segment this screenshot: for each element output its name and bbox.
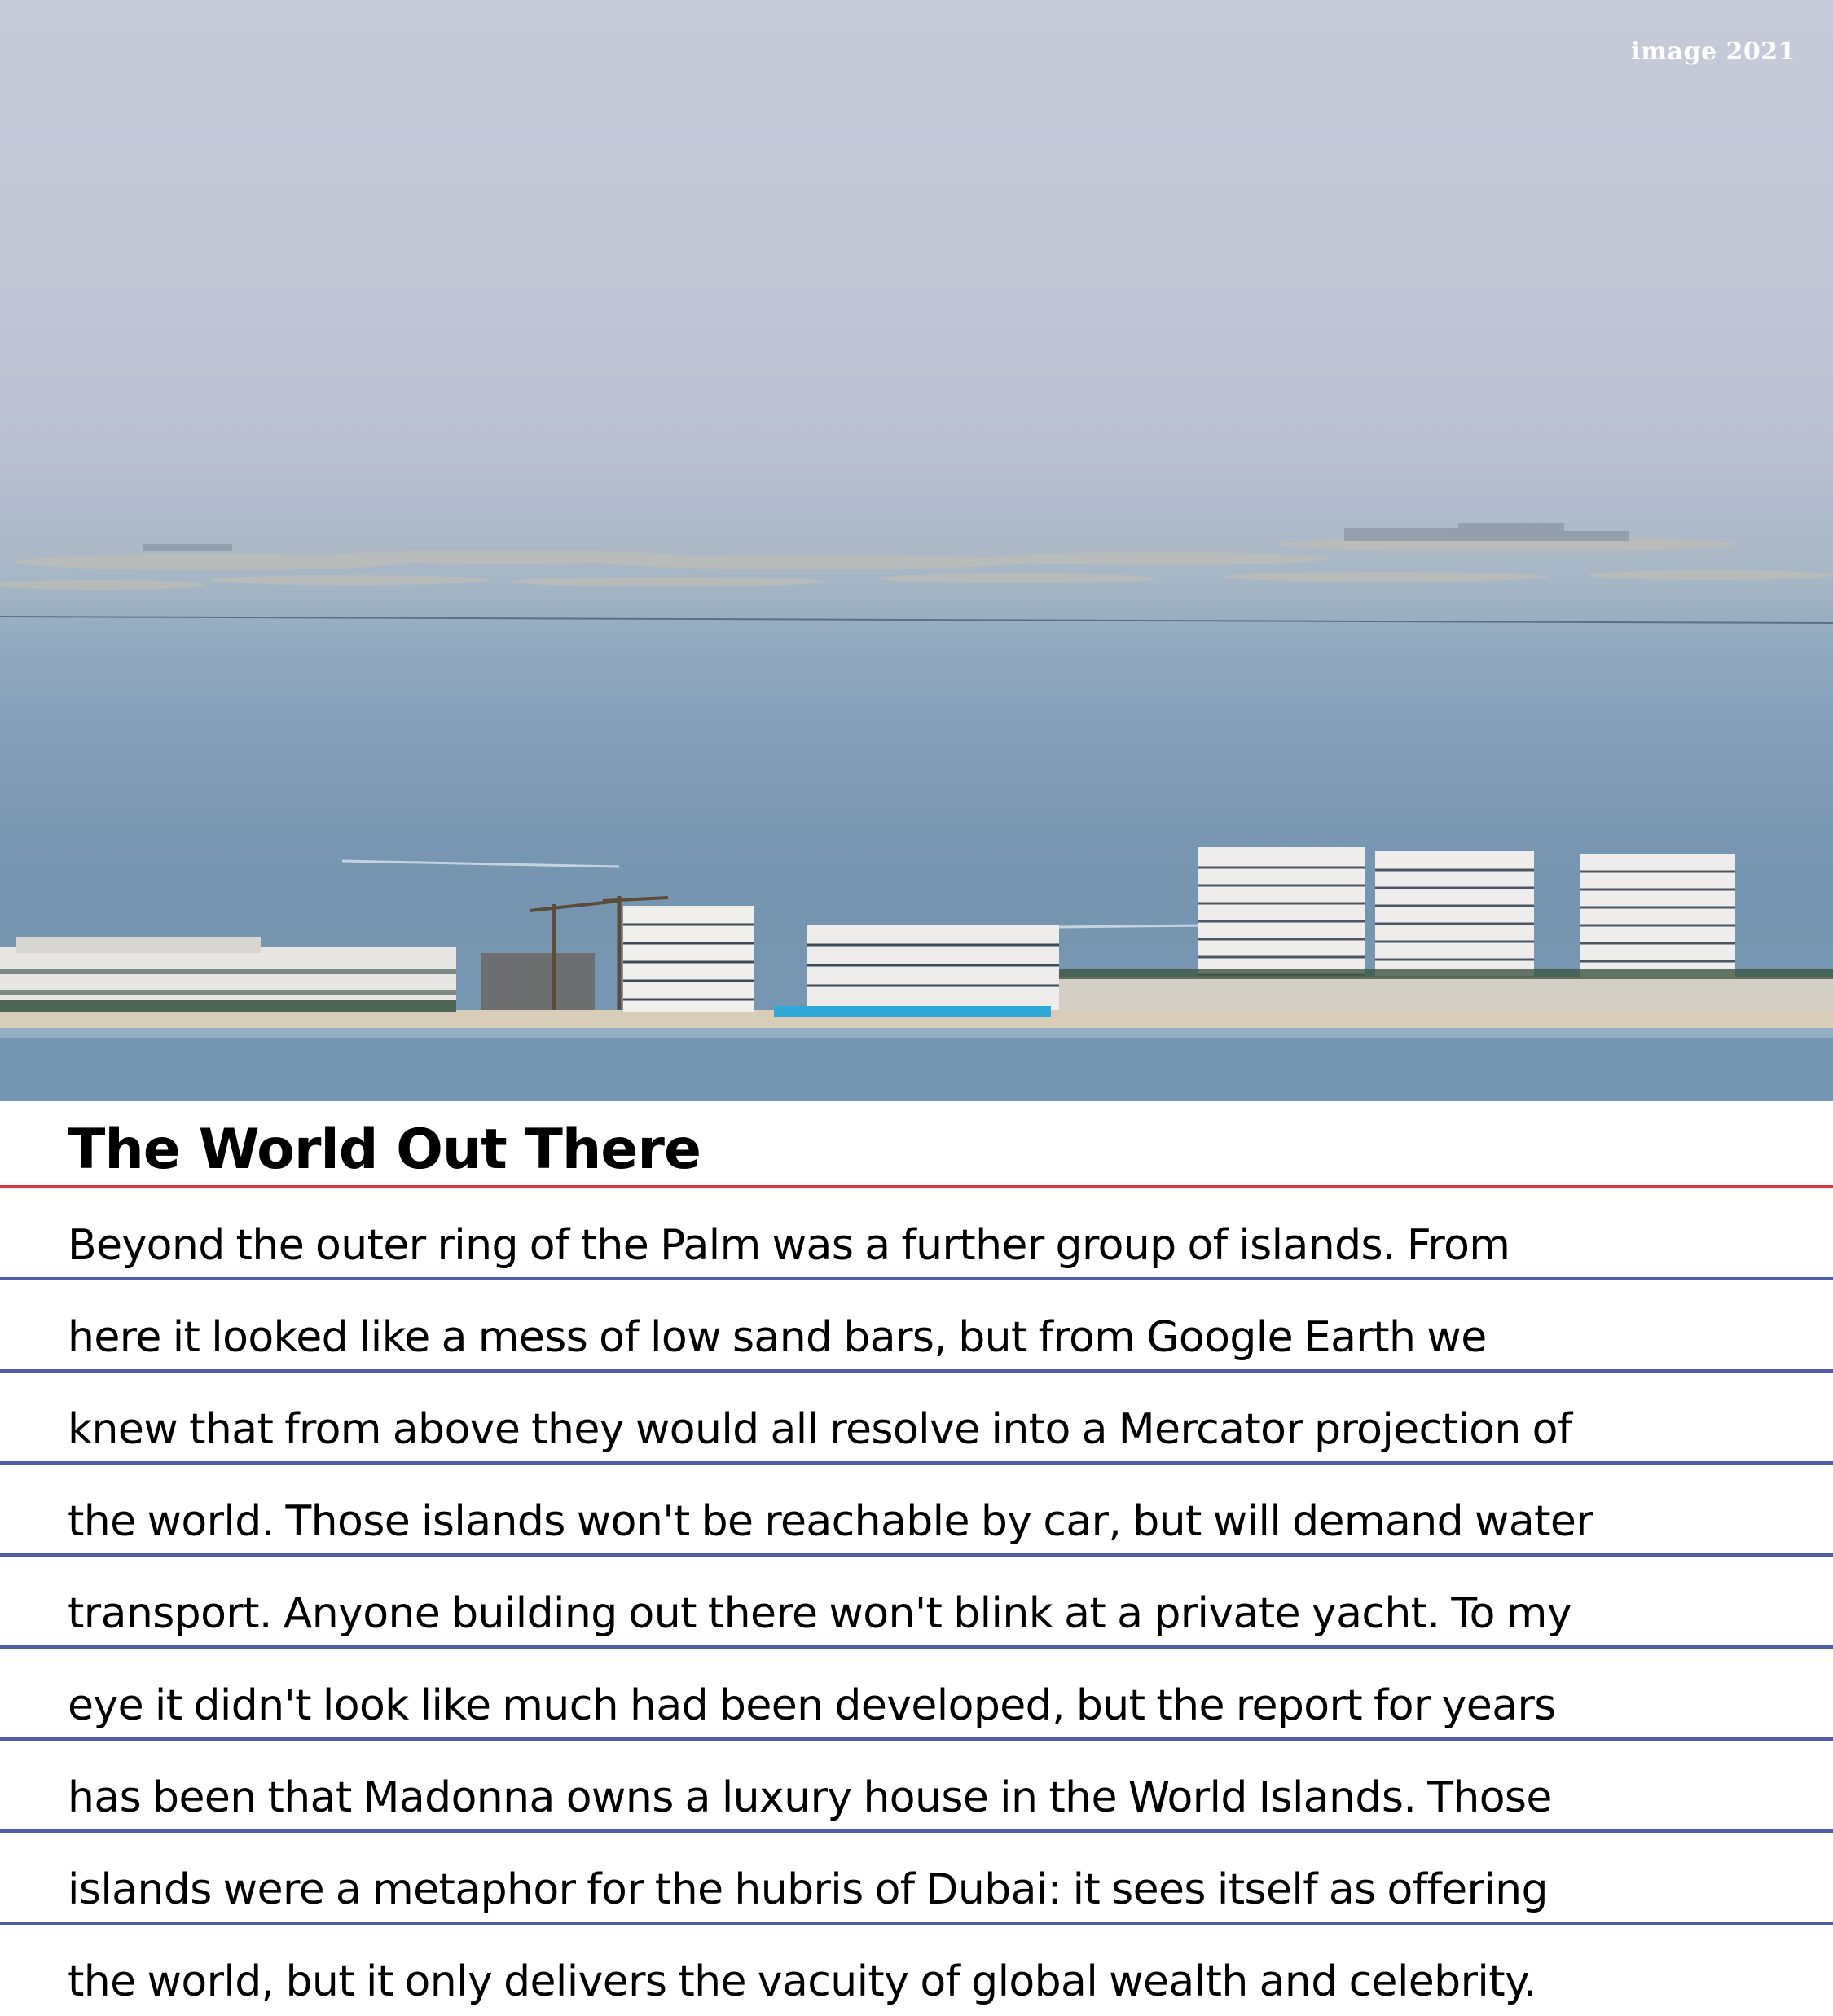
boat-wakes <box>342 861 1206 927</box>
article-line: eye it didn't look like much had been developed, but the report for years <box>68 1681 1556 1730</box>
line-rule <box>0 1461 1833 1465</box>
line-rule <box>0 1277 1833 1280</box>
line-rule <box>0 1645 1833 1649</box>
horizon-cable <box>0 617 1833 623</box>
line-rule <box>0 1553 1833 1557</box>
article-line: here it looked like a mess of low sand bars, but from Google Earth we <box>68 1313 1487 1362</box>
article-line: has been that Madonna owns a luxury house in the World Islands. Those <box>68 1773 1552 1822</box>
article-line: the world, but it only delivers the vacuity of global wealth and celebrity. <box>68 1957 1536 2006</box>
photo-credit: image 2021 <box>1631 37 1796 66</box>
title-rule <box>0 1185 1833 1188</box>
article-line: the world. Those islands won't be reachable by car, but will demand water <box>68 1497 1593 1546</box>
article-line: islands were a metaphor for the hubris of Dubai: it sees itself as offering <box>68 1865 1548 1914</box>
article-line: knew that from above they would all resolve into a Mercator projection of <box>68 1405 1572 1454</box>
line-rule <box>0 1829 1833 1833</box>
towers <box>1059 847 1833 1010</box>
article-title: The World Out There <box>68 1118 701 1182</box>
lagoon <box>0 1028 1833 1101</box>
article-line: transport. Anyone building out there won't blink at a private yacht. To my <box>68 1589 1572 1638</box>
line-rule <box>0 1737 1833 1741</box>
buildings-low <box>623 906 1059 1017</box>
line-rule <box>0 1922 1833 1925</box>
article-line: Beyond the outer ring of the Palm was a further group of islands. From <box>68 1221 1510 1270</box>
distant-islands <box>0 537 1833 590</box>
line-rule <box>0 1369 1833 1373</box>
villas <box>0 937 456 1012</box>
